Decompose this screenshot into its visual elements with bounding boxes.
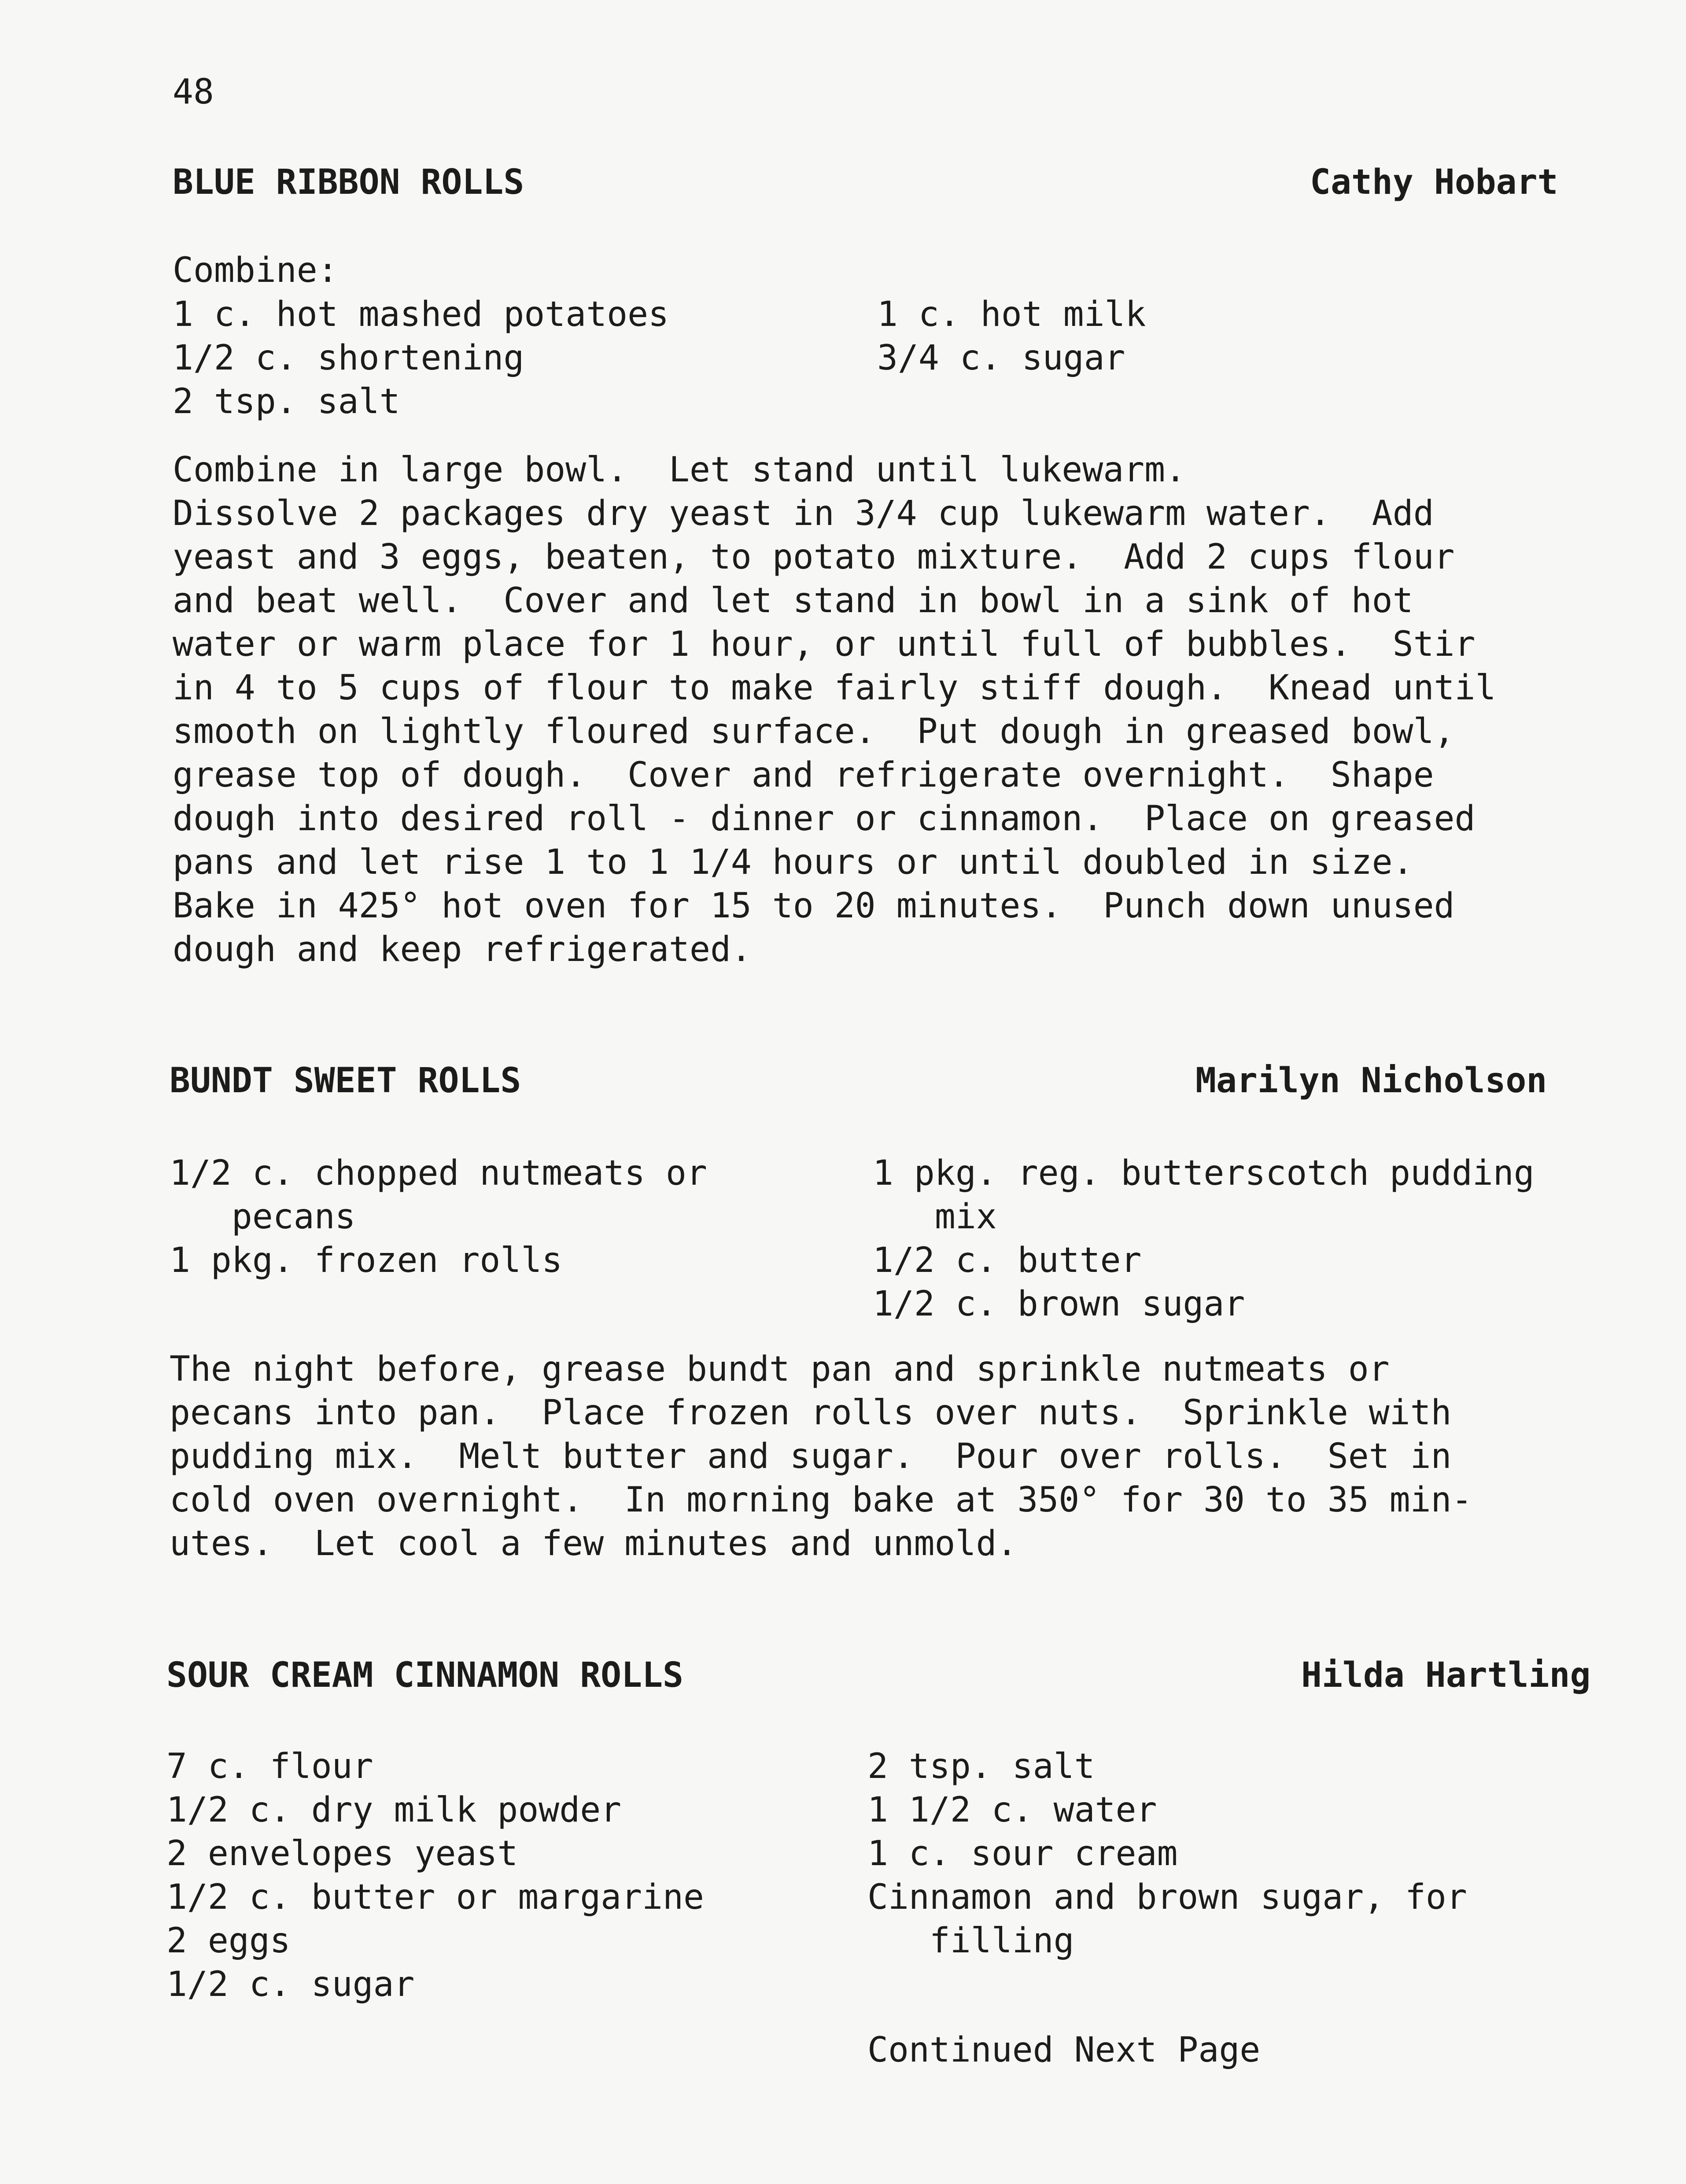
continued-next-page: Continued Next Page [867,2030,1261,2070]
direction-line: Bake in 425° hot oven for 15 to 20 minutes. Punch down unused [173,886,1455,926]
ingredient-left: 1/2 c. dry milk powder [166,1790,622,1830]
direction-line: yeast and 3 eggs, beaten, to potato mixture. Add 2 cups flour [173,537,1455,577]
recipe-author-bundt: Marilyn Nicholson [1195,1061,1547,1101]
ingredient-left: 2 tsp. salt [173,382,400,421]
page-number: 48 [173,72,214,112]
direction-line: The night before, grease bundt pan and sprinkle nutmeats or [170,1349,1390,1389]
ingredient-right: filling [867,1921,1074,1961]
direction-line: Dissolve 2 packages dry yeast in 3/4 cup lukewarm water. Add [173,494,1434,533]
recipe-title-blue-ribbon: BLUE RIBBON ROLLS [173,163,524,202]
direction-line: smooth on lightly floured surface. Put dough in greased bowl, [173,712,1455,751]
combine-label: Combine: [173,251,338,290]
ingredient-right: 1/2 c. butter [873,1241,1142,1280]
direction-line: grease top of dough. Cover and refrigerate overnight. Shape [173,755,1434,795]
direction-line: in 4 to 5 cups of flour to make fairly stiff dough. Knead until [173,668,1496,708]
ingredient-left: 1 c. hot mashed potatoes [173,295,669,334]
recipe-author-sour-cream: Hilda Hartling [1301,1656,1591,1695]
ingredient-right: 1 c. sour cream [867,1834,1178,1874]
ingredient-left: 1/2 c. shortening [173,338,524,378]
ingredient-right: 1/2 c. brown sugar [873,1284,1245,1324]
direction-line: pecans into pan. Place frozen rolls over nuts. Sprinkle with [170,1393,1452,1433]
ingredient-left: 1/2 c. chopped nutmeats or [170,1153,707,1193]
ingredient-right: Cinnamon and brown sugar, for [867,1877,1467,1917]
direction-line: water or warm place for 1 hour, or until full of bubbles. Stir [173,625,1476,664]
ingredient-right: 3/4 c. sugar [877,338,1125,378]
recipe-author-blue-ribbon: Cathy Hobart [1310,163,1558,202]
ingredient-left: 1 pkg. frozen rolls [170,1241,563,1280]
direction-line: cold oven overnight. In morning bake at 350° for 30 to 35 min- [170,1480,1472,1520]
ingredient-left: 2 eggs [166,1921,291,1961]
ingredient-right: 1 c. hot milk [877,295,1146,334]
ingredient-left: pecans [170,1197,356,1237]
direction-line: pans and let rise 1 to 1 1/4 hours or until doubled in size. [173,843,1413,882]
direction-line: utes. Let cool a few minutes and unmold. [170,1524,1018,1563]
direction-line: dough and keep refrigerated. [173,930,752,969]
recipe-title-sour-cream: SOUR CREAM CINNAMON ROLLS [166,1656,683,1695]
ingredient-left: 2 envelopes yeast [166,1834,518,1874]
ingredient-right: 2 tsp. salt [867,1747,1095,1786]
direction-line: Combine in large bowl. Let stand until lukewarm. [173,450,1186,490]
direction-line: pudding mix. Melt butter and sugar. Pour over rolls. Set in [170,1437,1452,1476]
ingredient-right: 1 pkg. reg. butterscotch pudding [873,1153,1535,1193]
ingredient-left: 1/2 c. butter or margarine [166,1877,704,1917]
direction-line: and beat well. Cover and let stand in bowl in a sink of hot [173,581,1413,621]
ingredient-right: 1 1/2 c. water [867,1790,1157,1830]
direction-line: dough into desired roll - dinner or cinnamon. Place on greased [173,799,1476,839]
ingredient-right: mix [873,1197,997,1237]
recipe-title-bundt: BUNDT SWEET ROLLS [170,1061,521,1101]
ingredient-left: 1/2 c. sugar [166,1965,415,2004]
ingredient-left: 7 c. flour [166,1747,373,1786]
